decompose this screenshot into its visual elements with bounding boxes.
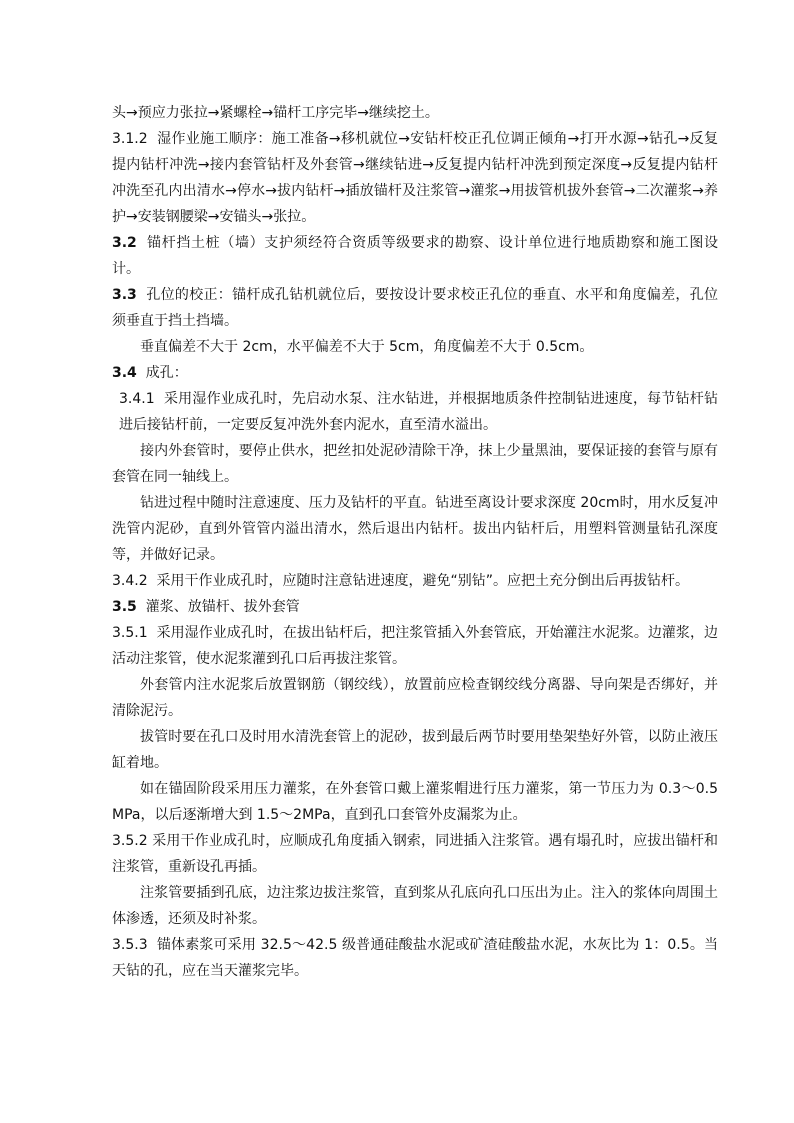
- paragraph-drilling-process: 钻进过程中随时注意速度、压力及钻杆的平直。钻进至离设计要求深度 20cm时，用水反复冲洗管内泥砂，直到外管管内溢出清水，然后退出内钻杆。拔出内钻杆后，用塑料管测量钻孔深度等，并做好记录。: [112, 495, 718, 563]
- paragraph-grout-pipe: 注浆管要插到孔底，边注浆边拔注浆管，直到浆从孔底向孔口压出为止。注入的浆体向周围土体渗透，还须及时补浆。: [112, 885, 718, 927]
- section-number: 3.5.1: [112, 625, 148, 641]
- paragraph-continuation: 头→预应力张拉→紧螺栓→锚杆工序完毕→继续挖土。: [112, 105, 439, 121]
- section-number: 3.1.2: [112, 131, 148, 147]
- section-number: 3.5: [112, 599, 137, 615]
- paragraph-3-1-2: 3.1.2 湿作业施工顺序：施工准备→移机就位→安钻杆校正孔位调正倾角→打开水源→钻孔→反复提内钻杆冲洗→接内套管钻杆及外套管→继续钻进→反复提内钻杆冲洗到预定深度→反复提内钻杆冲洗至孔内出清水→停水→拔内钻杆→插放锚杆及注浆管→灌浆→用拔管机拔外套管→二次灌浆→养护→安装钢腰梁→安锚头→张拉。: [112, 131, 718, 225]
- section-number: 3.4: [112, 365, 137, 381]
- paragraph-casing-joint: 接内外套管时，要停止供水，把丝扣处泥砂清除干净，抹上少量黑油，要保证接的套管与原有套管在同一轴线上。: [112, 443, 718, 485]
- paragraph-pressure-grouting: 如在锚固阶段采用压力灌浆，在外套管口戴上灌浆帽进行压力灌浆，第一节压力为 0.3～0.5MPa，以后逐渐增大到 1.5～2MPa，直到孔口套管外皮漏浆为止。: [112, 781, 718, 823]
- section-number: 3.3: [112, 287, 137, 303]
- section-number: 3.5.2: [112, 833, 148, 849]
- paragraph-3-4: 3.4 成孔：: [112, 365, 188, 381]
- paragraph-3-3: 3.3 孔位的校正：锚杆成孔钻机就位后，要按设计要求校正孔位的垂直、水平和角度偏差，孔位须垂直于挡土挡墙。: [112, 287, 718, 329]
- section-number: 3.5.3: [112, 937, 148, 953]
- paragraph-deviation: 垂直偏差不大于 2cm，水平偏差不大于 5cm，角度偏差不大于 0.5cm。: [140, 339, 594, 355]
- paragraph-3-5: 3.5 灌浆、放锚杆、拔外套管: [112, 599, 300, 615]
- section-number: 3.4.2: [112, 573, 148, 589]
- document-body: [112, 100, 718, 984]
- section-number: 3.4.1: [119, 391, 155, 407]
- paragraph-3-4-1: 3.4.1 采用湿作业成孔时，先启动水泵、注水钻进，并根据地质条件控制钻进速度，每节钻杆钻进后接钻杆前，一定要反复冲洗外套内泥水，直至清水溢出。: [119, 391, 718, 433]
- paragraph-3-2: 3.2 锚杆挡土桩（墙）支护须经符合资质等级要求的勘察、设计单位进行地质勘察和施工图设计。: [112, 235, 718, 277]
- paragraph-pipe-extraction: 拔管时要在孔口及时用水清洗套管上的泥砂，拔到最后两节时要用垫架垫好外管，以防止液压缸着地。: [112, 729, 718, 771]
- section-number: 3.2: [112, 235, 137, 251]
- paragraph-3-5-1: 3.5.1 采用湿作业成孔时，在拔出钻杆后，把注浆管插入外套管底，开始灌注水泥浆。边灌浆，边活动注浆管，使水泥浆灌到孔口后再拔注浆管。: [112, 625, 719, 667]
- paragraph-3-5-3: 3.5.3 锚体素浆可采用 32.5～42.5 级普通硅酸盐水泥或矿渣硅酸盐水泥，水灰比为 1：0.5。当天钻的孔，应在当天灌浆完毕。: [112, 937, 718, 979]
- paragraph-rebar-placement: 外套管内注水泥浆后放置钢筋（钢绞线），放置前应检查钢绞线分离器、导向架是否绑好，并清除泥污。: [112, 677, 718, 719]
- paragraph-3-4-2: 3.4.2 采用干作业成孔时，应随时注意钻进速度，避免“别钻”。应把土充分倒出后再拔钻杆。: [112, 573, 690, 589]
- paragraph-3-5-2: 3.5.2 采用干作业成孔时，应顺成孔角度插入钢索，同进插入注浆管。遇有塌孔时，应拔出锚杆和注浆管，重新设孔再插。: [112, 833, 719, 875]
